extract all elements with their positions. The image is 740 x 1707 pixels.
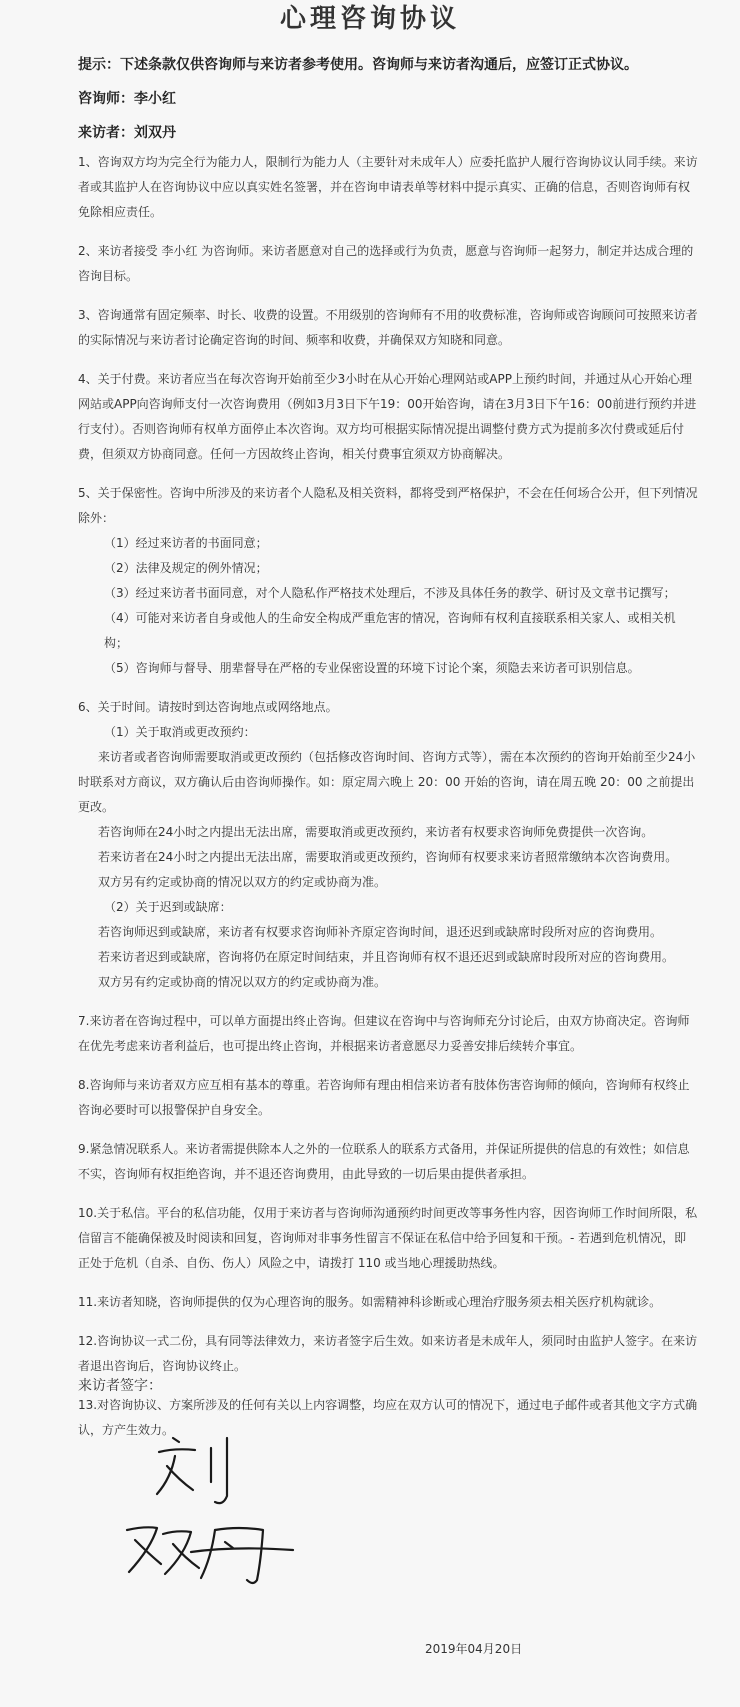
clause-2: 2、来访者接受 李小红 为咨询师。来访者愿意对自己的选择或行为负责，愿意与咨询师一起努力，制定并达成合理的咨询目标。 <box>78 244 694 283</box>
signature-label: 来访者签字： <box>78 1378 162 1394</box>
clause-3: 3、咨询通常有固定频率、时长、收费的设置。不用级别的咨询师有不用的收费标准，咨询师或咨询顾问可按照来访者的实际情况与来访者讨论确定咨询的时间、频率和收费，并确保双方知晓和同意。 <box>78 308 698 347</box>
clause-5-item: （3）经过来访者书面同意，对个人隐私作严格技术处理后，不涉及具体任务的教学、研讨及文章书记撰写； <box>104 586 676 600</box>
clause-8: 8.咨询师与来访者双方应互相有基本的尊重。若咨询师有理由相信来访者有肢体伤害咨询师的倾向，咨询师有权终止咨询必要时可以报警保护自身安全。 <box>78 1078 690 1117</box>
clause-6-2-para: 若咨询师迟到或缺席，来访者有权要求咨询师补齐原定咨询时间，退还迟到或缺席时段所对应的咨询费用。 <box>98 925 663 939</box>
clause-6-2-title: （2）关于迟到或缺席： <box>104 900 232 914</box>
clause-5-item: （1）经过来访者的书面同意； <box>104 536 268 550</box>
clause-6: 6、关于时间。请按时到达咨询地点或网络地点。 <box>78 700 338 714</box>
visitor-line: 来访者：刘双丹 <box>78 125 176 141</box>
clause-6-1-para: 若咨询师在24小时之内提出无法出席，需要取消或更改预约，来访者有权要求咨询师免费提供一次咨询。 <box>98 825 654 839</box>
clause-9: 9.紧急情况联系人。来访者需提供除本人之外的一位联系人的联系方式备用，并保证所提供的信息的有效性；如信息不实，咨询师有权拒绝咨询，并不退还咨询费用，由此导致的一切后果由提供者承担。 <box>78 1142 690 1181</box>
clause-11: 11.来访者知晓，咨询师提供的仅为心理咨询的服务。如需精神科诊断或心理治疗服务须去相关医疗机构就诊。 <box>78 1295 662 1309</box>
clause-5-item: （5）咨询师与督导、朋辈督导在严格的专业保密设置的环境下讨论个案，须隐去来访者可识别信息。 <box>104 661 640 675</box>
clauses-body <box>78 150 698 1457</box>
clause-5: 5、关于保密性。咨询中所涉及的来访者个人隐私及相关资料，都将受到严格保护，不会在任何场合公开，但下列情况除外： <box>78 486 698 525</box>
hint-text: 提示：下述条款仅供咨询师与来访者参考使用。咨询师与来访者沟通后，应签订正式协议。 <box>78 57 638 73</box>
clause-4: 4、关于付费。来访者应当在每次咨询开始前至少3小时在从心开始心理网站或APP上预约时间，并通过从心开始心理网站或APP向咨询师支付一次咨询费用（例如3月3日下午19：00开始咨询，请在3月3日下午16：00前进行预约并进行支付）。否则咨询师有权单方面停止本次咨询。双方均可根据实际情况提出调整付费方式为提前多次付费或延后付费，但须双方协商同意。任何一方因故终止咨询，相关付费事宜须双方协商解决。 <box>78 372 697 461</box>
clause-6-2-para: 双方另有约定或协商的情况以双方的约定或协商为准。 <box>98 975 387 989</box>
clause-6-1-para: 若来访者在24小时之内提出无法出席，需要取消或更改预约，咨询师有权要求来访者照常缴纳本次咨询费用。 <box>98 850 678 864</box>
clause-5-item: （4）可能对来访者自身或他人的生命安全构成严重危害的情况，咨询师有权利直接联系相关家人、或相关机构； <box>104 611 676 650</box>
clause-12: 12.咨询协议一式二份，具有同等法律效力，来访者签字后生效。如来访者是未成年人，须同时由监护人签字。在来访者退出咨询后，咨询协议终止。 <box>78 1334 698 1373</box>
sign-date: 2019年04月20日 <box>425 1642 523 1656</box>
clause-6-2-para: 若来访者迟到或缺席，咨询将仍在原定时间结束，并且咨询师有权不退还迟到或缺席时段所对应的咨询费用。 <box>98 950 675 964</box>
document-title: 心理咨询协议 <box>279 4 460 34</box>
clause-5-item: （2）法律及规定的例外情况； <box>104 561 268 575</box>
clause-13: 13.对咨询协议、方案所涉及的任何有关以上内容调整，均应在双方认可的情况下，通过电子邮件或者其他文字方式确认，方产生效力。 <box>78 1398 698 1437</box>
clause-10: 10.关于私信。平台的私信功能，仅用于来访者与咨询师沟通预约时间更改等事务性内容，因咨询师工作时间所限，私信留言不能确保被及时阅读和回复，咨询师对非事务性留言不保证在私信中给予回复和干预。- 若遇到危机情况，即正处于危机（自杀、自伤、伤人）风险之中，请拨打 110 或当地心理援助热线。 <box>78 1206 698 1270</box>
clause-6-1-para: 来访者或者咨询师需要取消或更改预约（包括修改咨询时间、咨询方式等），需在本次预约的咨询开始前至少24小时联系对方商议，双方确认后由咨询师操作。如：原定周六晚上 20：00 开始的咨询，请在周五晚 20：00 之前提出更改。 <box>78 750 696 814</box>
counselor-line: 咨询师：李小红 <box>78 91 176 107</box>
clause-6-1-para: 双方另有约定或协商的情况以双方的约定或协商为准。 <box>98 875 387 889</box>
clause-7: 7.来访者在咨询过程中，可以单方面提出终止咨询。但建议在咨询中与咨询师充分讨论后，由双方协商决定。咨询师在优先考虑来访者利益后，也可提出终止咨询，并根据来访者意愿尽力妥善安排后续转介事宜。 <box>78 1014 690 1053</box>
clause-6-1-title: （1）关于取消或更改预约： <box>104 725 256 739</box>
handwritten-signature <box>115 1430 335 1620</box>
clause-1: 1、咨询双方均为完全行为能力人，限制行为能力人（主要针对未成年人）应委托监护人履行咨询协议认同手续。来访者或其监护人在咨询协议中应以真实姓名签署，并在咨询申请表单等材料中提示真实、正确的信息，否则咨询师有权免除相应责任。 <box>78 155 698 219</box>
